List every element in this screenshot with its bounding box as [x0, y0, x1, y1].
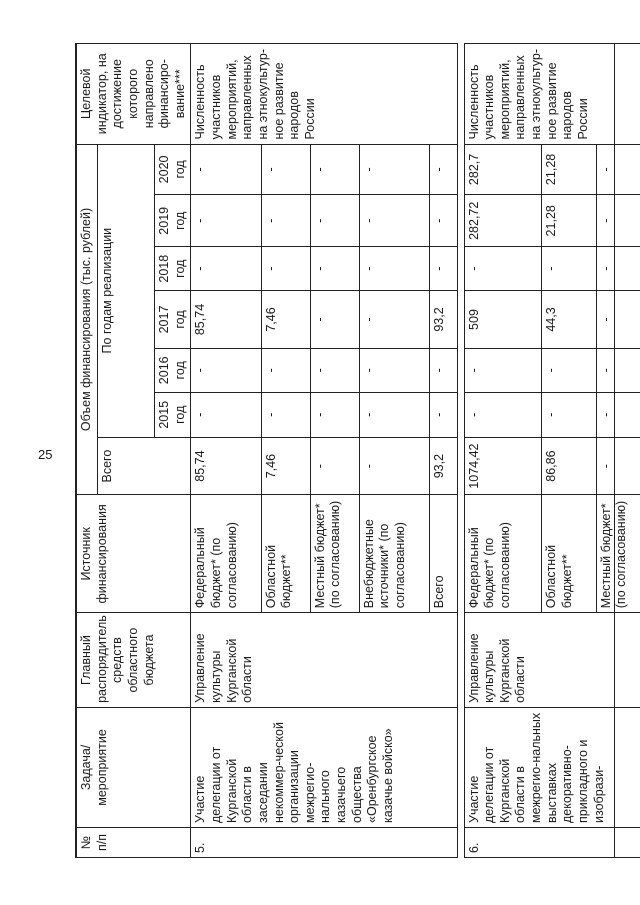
year-cell: -	[191, 392, 261, 437]
rotated-sheet	[75, 43, 629, 858]
table-container	[76, 43, 629, 858]
year-cell: 282,7	[464, 144, 542, 195]
page-number: 25	[38, 447, 53, 462]
year-cell: -	[429, 195, 457, 247]
year-cell: -	[429, 144, 457, 195]
year-cell: -	[464, 348, 542, 392]
year-cell: -	[596, 291, 640, 349]
row-number: 5.	[191, 827, 457, 857]
source-cell: Местный бюджет* (по согласованию)	[596, 495, 640, 613]
year-cell: -	[310, 247, 359, 291]
year-cell: 282,72	[464, 195, 542, 247]
header-year: 2020 год	[155, 144, 191, 195]
header-no: № п/п	[77, 827, 191, 857]
year-cell: -	[596, 392, 640, 437]
header-task: Задача/ мероприятие	[77, 707, 191, 827]
source-cell: Федеральный бюджет* (по согласованию)	[191, 495, 261, 613]
header-manager: Главный распорядитель средств областного бюджета	[77, 613, 191, 708]
indicator-cell: Численность участников мероприятий, направленных на этнокультур-ное развитие народов России	[191, 44, 457, 145]
separator-cell	[457, 44, 464, 858]
header-year: 2016 год	[155, 348, 191, 392]
total-cell: -	[359, 437, 429, 495]
source-cell: Федеральный бюджет* (по согласованию)	[464, 495, 542, 613]
year-cell: 7,46	[261, 291, 310, 349]
year-cell: -	[542, 392, 596, 437]
total-cell: -	[596, 437, 640, 495]
year-cell: -	[359, 195, 429, 247]
section-separator	[457, 44, 464, 858]
year-cell: -	[310, 291, 359, 349]
source-cell: Всего	[429, 495, 457, 613]
manager-cell: Управление культуры Курганской области	[191, 613, 457, 708]
year-cell: -	[464, 392, 542, 437]
row-number: 6.	[464, 827, 640, 857]
header-year: 2015 год	[155, 392, 191, 437]
year-cell: -	[310, 348, 359, 392]
header-source: Источник финансирования	[77, 495, 191, 613]
total-cell: 1074,42	[464, 437, 542, 495]
table-row	[191, 44, 261, 858]
total-cell: 85,74	[191, 437, 261, 495]
year-cell: -	[596, 195, 640, 247]
table-row	[464, 44, 542, 858]
year-cell: -	[596, 144, 640, 195]
header-year: 2018 год	[155, 247, 191, 291]
source-cell: Местный бюджет* (по согласованию)	[310, 495, 359, 613]
year-cell: -	[310, 392, 359, 437]
manager-cell: Управление культуры Курганской области	[464, 613, 640, 708]
financing-table	[76, 43, 640, 858]
header-year: 2017 год	[155, 291, 191, 349]
year-cell: -	[542, 247, 596, 291]
header-total: Всего	[97, 437, 191, 495]
total-cell: 7,46	[261, 437, 310, 495]
header-year: 2019 год	[155, 195, 191, 247]
year-cell: -	[191, 144, 261, 195]
year-cell: -	[261, 392, 310, 437]
total-cell: -	[310, 437, 359, 495]
task-cell: Участие делегации от Курганской области в заседании некоммер-ческой организации межрегио-нального казачьего общества «Оренбургское казачье войско»	[191, 707, 457, 827]
year-cell: -	[261, 247, 310, 291]
indicator-cell: Численность участников мероприятий, направленных на этнокультур-ное развитие народов России	[464, 44, 640, 145]
year-cell: -	[310, 144, 359, 195]
year-cell: 85,74	[191, 291, 261, 349]
year-cell: -	[429, 392, 457, 437]
total-cell: 93,2	[429, 437, 457, 495]
source-cell: Областной бюджет**	[542, 495, 596, 613]
header-volume: Объем финансирования (тыс. рублей)	[77, 144, 98, 495]
total-cell: 86,86	[542, 437, 596, 495]
year-cell: -	[596, 348, 640, 392]
source-cell: Областной бюджет**	[261, 495, 310, 613]
year-cell: 21,28	[542, 144, 596, 195]
year-cell: -	[542, 348, 596, 392]
year-cell: -	[464, 247, 542, 291]
header-by-years: По годам реализации	[97, 144, 155, 437]
year-cell: -	[191, 247, 261, 291]
year-cell: -	[359, 392, 429, 437]
year-cell: -	[359, 144, 429, 195]
year-cell: -	[191, 348, 261, 392]
year-cell: 93,2	[429, 291, 457, 349]
year-cell: -	[359, 247, 429, 291]
year-cell: -	[429, 348, 457, 392]
year-cell: -	[359, 348, 429, 392]
year-cell: -	[191, 195, 261, 247]
task-cell: Участие делегации от Курганской области в межрегио-нальных выставках декоративно-прикладного и изобрази-	[464, 707, 640, 827]
year-cell: -	[596, 247, 640, 291]
year-cell: 44,3	[542, 291, 596, 349]
year-cell: 21,28	[542, 195, 596, 247]
year-cell: -	[359, 291, 429, 349]
source-cell: Внебюджетные источники* (по согласованию)	[359, 495, 429, 613]
header-indicator: Целевой индикатор, на достижение которого направлено финансиро-вание***	[77, 44, 191, 145]
year-cell: -	[261, 348, 310, 392]
year-cell: 509	[464, 291, 542, 349]
year-cell: -	[261, 195, 310, 247]
year-cell: -	[429, 247, 457, 291]
year-cell: -	[261, 144, 310, 195]
year-cell: -	[310, 195, 359, 247]
